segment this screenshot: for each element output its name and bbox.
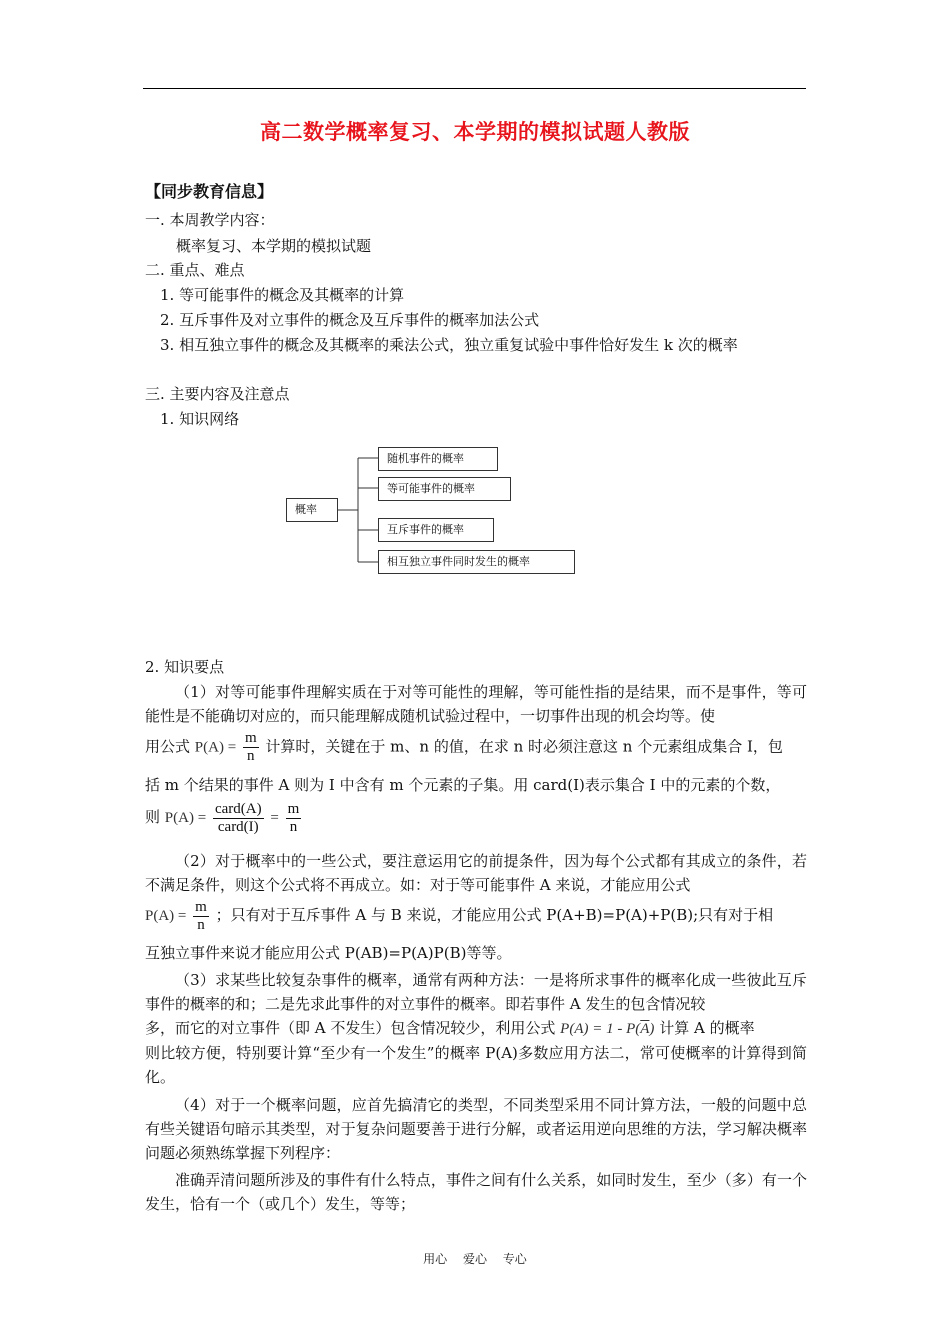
s1-content: 概率复习、本学期的模拟试题 xyxy=(176,237,372,255)
p5-text: 准确弄清问题所涉及的事件有什么特点，事件之间有什么关系，如同时发生，至少（多）有一个发生，恰有一个（或几个）发生，等等； xyxy=(145,1171,807,1213)
fraction-m-n-2: $\frac{m}{n}$ xyxy=(287,800,300,835)
p3-line-c: 则比较方便，特别要计算“至少有一个发生”的概率 P(A)多数应用方法二，常可使概率的计算得到简化。 xyxy=(145,1044,807,1086)
formula-pa-3: P(A) = xyxy=(145,908,187,924)
p1-suffix: 计算时，关键在于 m、n 的值，在求 n 时必须注意这 n 个元素组成集合 I，包 xyxy=(265,737,783,756)
page-footer: 用心 爱心 专心 xyxy=(423,1252,527,1266)
page-title: 高二数学概率复习、本学期的模拟试题人教版 xyxy=(260,119,690,144)
formula-pa: P(A) = xyxy=(194,739,237,756)
p4-text: （4）对于一个概率问题，应首先搞清它的类型，不同类型采用不同计算方法，一般的问题中总有些关键语句暗示其类型，对于复杂问题要善于进行分解，或者运用逆向思维的方法，学习解决概率问题必须熟练掌握下列程序： xyxy=(145,1096,807,1162)
formula-complement: $P(A) = 1 - P(\overline{A})$ xyxy=(560,1021,655,1037)
p1-line-c: 括 m 个结果的事件 A 则为 I 中含有 m 个元素的子集。用 card(I)表示集合 I 中的元素的个数， xyxy=(145,776,781,794)
p1-formula-line xyxy=(145,730,783,765)
p3-text: （3）求某些比较复杂事件的概率，通常有两种方法：一是将所求事件的概率化成一些彼此互斥事件的概率的和；二是先求此事件的对立事件的概率。即若事件 A 发生的包含情况较 xyxy=(145,971,807,1013)
diagram-branch: 互斥事件的概率 xyxy=(378,518,494,542)
p2-suffix: ；只有对于互斥事件 A 与 B 来说，才能应用公式 P(A+B)=P(A)+P(B);只有对于相 xyxy=(215,906,774,924)
p1-card-formula xyxy=(145,800,303,836)
p2-text: （2）对于概率中的一些公式，要注意运用它的前提条件，因为每个公式都有其成立的条件，若不满足条件，则这个公式将不再成立。如：对于等可能事件 A 来说，才能应用公式 xyxy=(145,852,807,894)
s1-heading: 一. 本周教学内容： xyxy=(145,211,275,229)
s3-sub1: 1. 知识网络 xyxy=(160,410,240,428)
section-header: 【同步教育信息】 xyxy=(145,182,274,201)
formula-pa-2: P(A) = xyxy=(164,810,207,826)
diagram-branch: 等可能事件的概率 xyxy=(378,477,511,501)
p3-prefix: 多，而它的对立事件（即 A 不发生）包含情况较少，利用公式 xyxy=(145,1019,556,1037)
s2-item: 3. 相互独立事件的概念及其概率的乘法公式，独立重复试验中事件恰好发生 k 次的概率 xyxy=(160,336,738,354)
s2-item: 2. 互斥事件及对立事件的概念及互斥事件的概率加法公式 xyxy=(160,311,540,329)
diagram-branch: 随机事件的概率 xyxy=(378,447,498,471)
fraction-m-n: $\frac{m}{n}$ xyxy=(244,730,257,764)
fraction-card: $\frac{\text{card(A)}}{\text{card(I)}}$ xyxy=(214,800,262,835)
fraction-m-n-3: $\frac{m}{n}$ xyxy=(195,898,207,933)
s3-heading: 三. 主要内容及注意点 xyxy=(145,385,290,403)
p1-text: （1）对等可能事件理解实质在于对等可能性的理解，等可能性指的是结果，而不是事件，等可能性是不能确切对应的，而只能理解成随机试验过程中，一切事件出现的机会均等。使 xyxy=(145,683,807,725)
p3-suffix: 计算 A 的概率 xyxy=(659,1019,755,1037)
diagram-root: 概率 xyxy=(286,498,338,522)
s2-heading: 二. 重点、难点 xyxy=(145,261,245,279)
header-rule xyxy=(143,88,806,89)
p2-line-c: 互独立事件来说才能应用公式 P(AB)=P(A)P(B)等等。 xyxy=(145,944,512,962)
equals-sign: = xyxy=(270,810,279,826)
p3-formula-line xyxy=(145,1016,755,1041)
s3-sub2: 2. 知识要点 xyxy=(145,658,225,676)
p2-formula-line xyxy=(145,898,773,934)
s2-item: 1. 等可能事件的概念及其概率的计算 xyxy=(160,286,405,304)
diagram-branch: 相互独立事件同时发生的概率 xyxy=(378,550,575,574)
p1-then: 则 xyxy=(145,808,161,826)
p1-prefix: 用公式 xyxy=(145,737,191,756)
